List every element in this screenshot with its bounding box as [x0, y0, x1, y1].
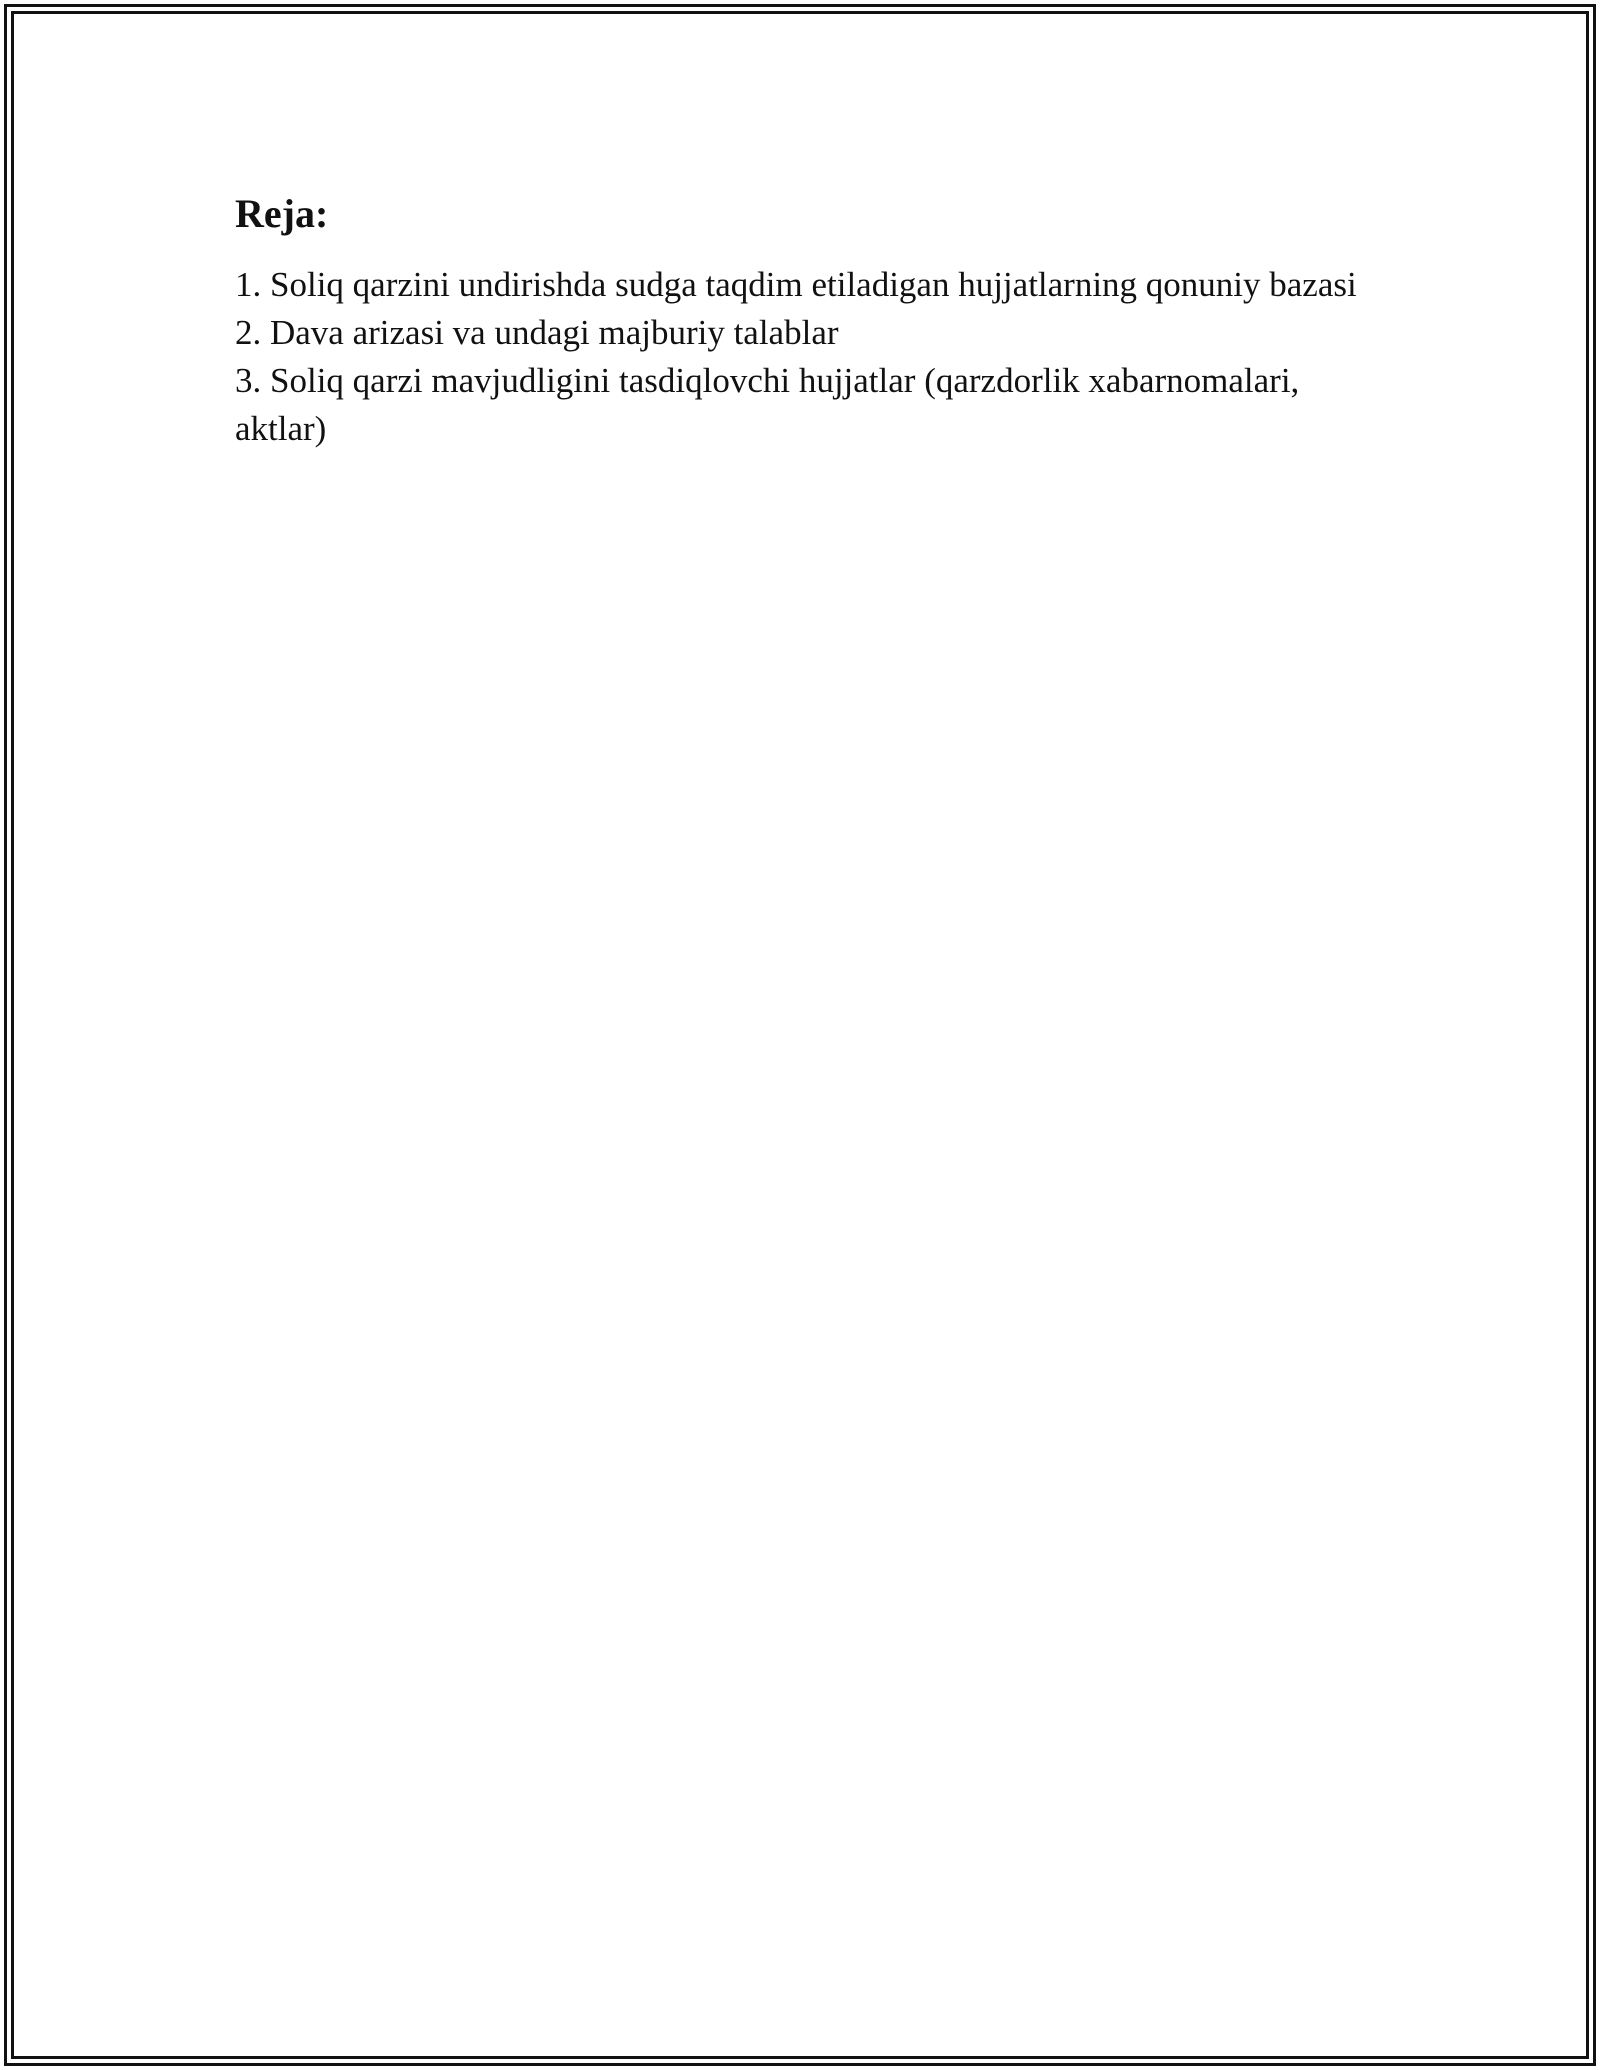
document-body	[235, 183, 1365, 453]
plan-item-1: 1. Soliq qarzini undirishda sudga taqdim etiladigan hujjatlarning qonuniy bazasi	[235, 265, 1357, 304]
plan-list	[235, 261, 1365, 453]
plan-heading: Reja:	[235, 191, 329, 236]
plan-item-2: 2. Dava arizasi va undagi majburiy talablar	[235, 313, 839, 352]
plan-item-3: 3. Soliq qarzi mavjudligini tasdiqlovchi hujjatlar (qarzdorlik xabarnomalari, aktlar)	[235, 361, 1300, 448]
